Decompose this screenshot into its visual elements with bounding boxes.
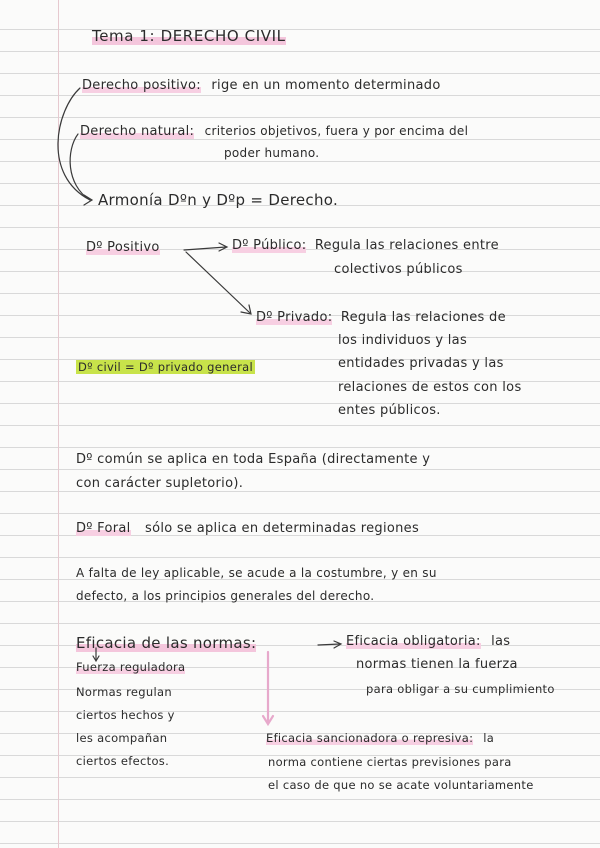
oblig-def-1: normas tienen la fuerza <box>356 657 518 672</box>
oblig-def-0: las <box>491 634 511 649</box>
privado-def-2: los individuos y las <box>338 333 468 348</box>
sanc-def-0: la <box>483 731 495 745</box>
oblig-def-2: para obligar a su cumplimiento <box>366 682 555 696</box>
sanc-line <box>266 731 494 745</box>
privado-def-1: Regula las relaciones de <box>340 310 506 325</box>
sanc-def-1: norma contiene ciertas previsiones para <box>268 755 512 769</box>
dpositivo-text: Dº Positivo <box>86 240 160 255</box>
positivo-def: rige en un momento determinado <box>211 78 441 93</box>
eficacia-left-3: les acompañan <box>76 731 168 745</box>
publico-def-2: colectivos públicos <box>334 262 463 277</box>
comun-line-2: con carácter supletorio). <box>76 476 244 491</box>
sanc-term: Eficacia sancionadora o represiva: <box>266 731 474 745</box>
privado-def-3: entidades privadas y las <box>338 356 504 371</box>
armonia-line: Armonía Dºn y Dºp = Derecho. <box>98 191 339 209</box>
eficacia-left-4: ciertos efectos. <box>76 754 170 768</box>
eficacia-left-2: ciertos hechos y <box>76 708 175 722</box>
natural-def-1: criterios objetivos, fuera y por encima del <box>204 124 469 138</box>
fuerza-text: Fuerza reguladora <box>76 660 186 674</box>
falta-line-1: A falta de ley aplicable, se acude a la costumbre, y en su <box>76 566 437 580</box>
eficacia-heading <box>76 634 256 652</box>
page-title <box>92 27 286 45</box>
civil-label <box>76 360 255 374</box>
positivo-line <box>82 78 441 93</box>
foral-term: Dº Foral <box>76 521 131 536</box>
natural-line <box>80 124 468 139</box>
falta-line-2: defecto, a los principios generales del derecho. <box>76 589 375 603</box>
publico-term: Dº Público: <box>232 238 307 253</box>
natural-term: Derecho natural: <box>80 124 195 139</box>
civil-text: Dº civil = Dº privado general <box>78 360 253 374</box>
publico-line <box>232 238 499 253</box>
foral-def: sólo se aplica en determinadas regiones <box>145 521 420 536</box>
title-text: Tema 1: DERECHO CIVIL <box>92 27 286 45</box>
eficacia-left-1: Normas regulan <box>76 685 172 699</box>
natural-def-2: poder humano. <box>224 146 320 160</box>
privado-term: Dº Privado: <box>256 310 333 325</box>
privado-def-5: entes públicos. <box>338 403 441 418</box>
margin-line <box>58 0 59 848</box>
oblig-term: Eficacia obligatoria: <box>346 634 481 649</box>
fuerza-label <box>76 660 185 674</box>
sanc-def-2: el caso de que no se acate voluntariamente <box>268 778 534 792</box>
oblig-line <box>346 634 510 649</box>
dpositivo-label <box>86 240 160 255</box>
privado-def-4: relaciones de estos con los <box>338 380 522 395</box>
eficacia-heading-text: Eficacia de las normas: <box>76 634 257 652</box>
comun-line-1: Dº común se aplica en toda España (directamente y <box>76 452 431 467</box>
positivo-term: Derecho positivo: <box>82 78 201 93</box>
foral-line <box>76 521 419 536</box>
publico-def-1: Regula las relaciones entre <box>314 238 499 253</box>
privado-line <box>256 310 506 325</box>
